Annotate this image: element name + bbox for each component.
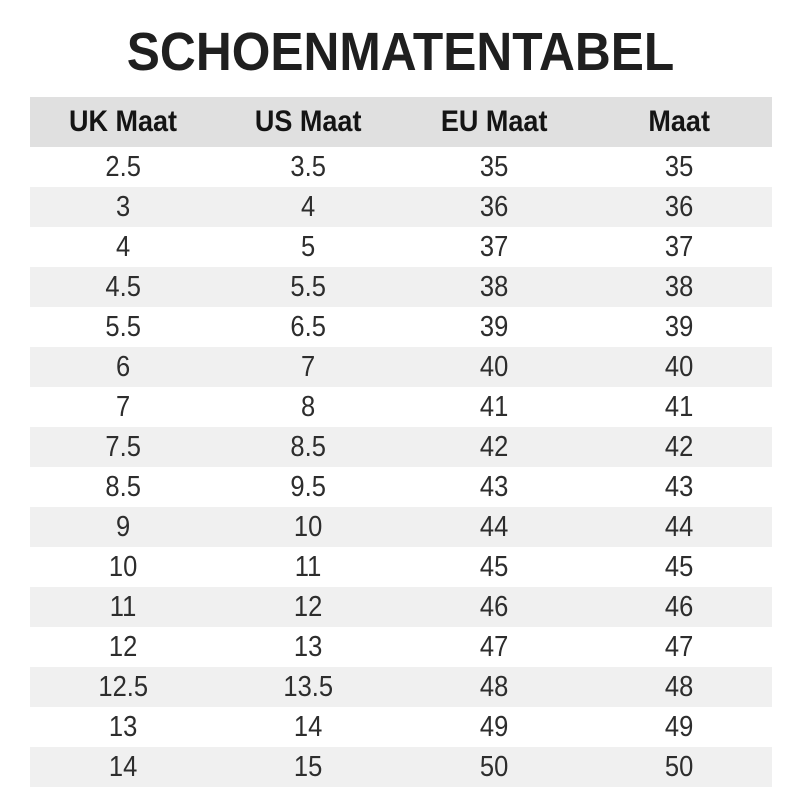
size-cell-value: 45 bbox=[479, 550, 508, 583]
size-cell bbox=[401, 667, 587, 707]
size-cell bbox=[401, 307, 587, 347]
table-row bbox=[30, 547, 772, 587]
size-cell-value: 10 bbox=[108, 550, 137, 583]
size-cell bbox=[401, 387, 587, 427]
table-row bbox=[30, 227, 772, 267]
table-row bbox=[30, 467, 772, 507]
size-cell-value: 11 bbox=[109, 590, 136, 623]
size-cell-value: 15 bbox=[294, 750, 323, 783]
size-cell-value: 47 bbox=[479, 630, 508, 663]
size-cell bbox=[30, 187, 216, 227]
header-row bbox=[30, 97, 772, 147]
size-cell-value: 46 bbox=[479, 590, 508, 623]
size-cell bbox=[587, 347, 773, 387]
size-cell-value: 7 bbox=[115, 390, 130, 423]
size-cell-value: 4.5 bbox=[104, 270, 141, 303]
column-header-uk bbox=[30, 97, 216, 147]
table-row bbox=[30, 267, 772, 307]
size-cell-value: 42 bbox=[665, 430, 694, 463]
size-cell-value: 2.5 bbox=[104, 150, 141, 183]
size-cell bbox=[587, 427, 773, 467]
size-conversion-table bbox=[30, 97, 772, 787]
size-cell-value: 38 bbox=[479, 270, 508, 303]
size-cell-value: 48 bbox=[665, 670, 694, 703]
size-cell bbox=[401, 707, 587, 747]
size-cell bbox=[216, 307, 402, 347]
size-cell-value: 38 bbox=[665, 270, 694, 303]
size-cell bbox=[587, 467, 773, 507]
size-cell bbox=[216, 227, 402, 267]
size-cell bbox=[401, 467, 587, 507]
page-title-text: SCHOENMATENTABEL bbox=[126, 22, 674, 82]
size-cell bbox=[216, 707, 402, 747]
table-row bbox=[30, 627, 772, 667]
size-cell bbox=[216, 427, 402, 467]
size-cell-value: 35 bbox=[665, 150, 694, 183]
size-cell-value: 39 bbox=[479, 310, 508, 343]
size-cell bbox=[401, 627, 587, 667]
size-cell-value: 5 bbox=[301, 230, 316, 263]
size-cell-value: 3.5 bbox=[290, 150, 326, 183]
size-cell-value: 41 bbox=[665, 390, 694, 423]
size-cell bbox=[587, 387, 773, 427]
size-cell bbox=[216, 147, 402, 187]
table-row bbox=[30, 747, 772, 787]
table-row bbox=[30, 507, 772, 547]
size-cell-value: 6.5 bbox=[290, 310, 326, 343]
page-title bbox=[0, 20, 800, 84]
size-cell-value: 8.5 bbox=[290, 430, 326, 463]
size-cell-value: 47 bbox=[665, 630, 694, 663]
size-cell-value: 8.5 bbox=[104, 470, 141, 503]
size-cell bbox=[216, 347, 402, 387]
column-header-maat bbox=[587, 97, 773, 147]
size-cell bbox=[587, 267, 773, 307]
size-cell bbox=[30, 267, 216, 307]
size-cell bbox=[401, 427, 587, 467]
size-cell-value: 4 bbox=[301, 190, 316, 223]
size-cell-value: 14 bbox=[294, 710, 323, 743]
size-cell bbox=[587, 227, 773, 267]
size-cell bbox=[216, 507, 402, 547]
size-cell-value: 36 bbox=[479, 190, 508, 223]
table-row bbox=[30, 427, 772, 467]
size-cell bbox=[216, 187, 402, 227]
size-cell-value: 46 bbox=[665, 590, 694, 623]
table-row bbox=[30, 347, 772, 387]
size-cell bbox=[587, 307, 773, 347]
size-cell-value: 41 bbox=[479, 390, 508, 423]
size-cell-value: 36 bbox=[665, 190, 694, 223]
table-row bbox=[30, 387, 772, 427]
table-row bbox=[30, 187, 772, 227]
size-cell bbox=[30, 507, 216, 547]
size-cell-value: 43 bbox=[479, 470, 508, 503]
size-cell-value: 42 bbox=[479, 430, 508, 463]
size-cell-value: 43 bbox=[665, 470, 694, 503]
size-cell-value: 3 bbox=[115, 190, 130, 223]
size-cell bbox=[30, 467, 216, 507]
size-cell-value: 4 bbox=[115, 230, 130, 263]
size-cell-value: 44 bbox=[665, 510, 694, 543]
size-cell bbox=[587, 667, 773, 707]
size-cell bbox=[30, 747, 216, 787]
size-cell bbox=[30, 427, 216, 467]
size-cell-value: 7 bbox=[301, 350, 316, 383]
size-cell-value: 48 bbox=[479, 670, 508, 703]
size-cell bbox=[30, 227, 216, 267]
size-cell bbox=[30, 307, 216, 347]
size-cell-value: 50 bbox=[665, 750, 694, 783]
column-header-maat-label: Maat bbox=[648, 105, 711, 138]
size-cell-value: 13 bbox=[108, 710, 137, 743]
size-cell-value: 12 bbox=[294, 590, 323, 623]
size-cell-value: 40 bbox=[479, 350, 508, 383]
table-header bbox=[30, 97, 772, 147]
size-cell-value: 9 bbox=[115, 510, 130, 543]
column-header-eu bbox=[401, 97, 587, 147]
size-cell-value: 11 bbox=[294, 550, 322, 583]
size-cell bbox=[587, 187, 773, 227]
size-cell-value: 10 bbox=[294, 510, 323, 543]
size-cell bbox=[216, 387, 402, 427]
size-cell-value: 13.5 bbox=[283, 670, 334, 703]
size-cell bbox=[30, 387, 216, 427]
size-cell bbox=[30, 147, 216, 187]
size-cell bbox=[216, 467, 402, 507]
size-cell-value: 50 bbox=[479, 750, 508, 783]
size-cell-value: 13 bbox=[294, 630, 323, 663]
size-cell-value: 5.5 bbox=[104, 310, 141, 343]
size-cell bbox=[30, 547, 216, 587]
size-cell-value: 12.5 bbox=[97, 670, 148, 703]
size-cell bbox=[216, 627, 402, 667]
table-row bbox=[30, 587, 772, 627]
table-row bbox=[30, 307, 772, 347]
size-cell bbox=[401, 747, 587, 787]
size-cell bbox=[587, 507, 773, 547]
size-cell bbox=[587, 587, 773, 627]
table-row bbox=[30, 707, 772, 747]
size-cell-value: 35 bbox=[479, 150, 508, 183]
table-row bbox=[30, 147, 772, 187]
size-cell bbox=[401, 147, 587, 187]
size-cell bbox=[587, 547, 773, 587]
size-cell bbox=[216, 267, 402, 307]
column-header-us bbox=[216, 97, 402, 147]
size-cell bbox=[30, 587, 216, 627]
size-cell bbox=[30, 667, 216, 707]
size-cell bbox=[587, 627, 773, 667]
column-header-eu-label: EU Maat bbox=[440, 105, 548, 138]
size-cell bbox=[401, 547, 587, 587]
size-cell bbox=[401, 507, 587, 547]
size-cell-value: 37 bbox=[665, 230, 694, 263]
size-cell bbox=[401, 227, 587, 267]
table-row bbox=[30, 667, 772, 707]
size-cell-value: 6 bbox=[115, 350, 130, 383]
size-cell-value: 12 bbox=[108, 630, 137, 663]
size-cell-value: 49 bbox=[479, 710, 508, 743]
size-cell bbox=[587, 747, 773, 787]
size-cell-value: 7.5 bbox=[104, 430, 141, 463]
size-cell-value: 44 bbox=[479, 510, 508, 543]
size-cell bbox=[216, 587, 402, 627]
size-cell bbox=[216, 667, 402, 707]
size-cell bbox=[30, 707, 216, 747]
size-cell bbox=[587, 707, 773, 747]
size-cell bbox=[401, 587, 587, 627]
size-cell-value: 14 bbox=[108, 750, 137, 783]
size-table-body bbox=[30, 147, 772, 787]
size-cell-value: 8 bbox=[301, 390, 316, 423]
size-cell-value: 9.5 bbox=[290, 470, 326, 503]
size-cell bbox=[30, 347, 216, 387]
size-cell bbox=[587, 147, 773, 187]
size-cell bbox=[401, 347, 587, 387]
size-cell-value: 49 bbox=[665, 710, 694, 743]
column-header-us-label: US Maat bbox=[254, 105, 362, 138]
size-cell-value: 39 bbox=[665, 310, 694, 343]
column-header-uk-label: UK Maat bbox=[68, 105, 177, 138]
size-cell-value: 40 bbox=[665, 350, 694, 383]
size-cell bbox=[216, 747, 402, 787]
size-cell-value: 45 bbox=[665, 550, 694, 583]
size-cell-value: 37 bbox=[479, 230, 508, 263]
size-cell-value: 5.5 bbox=[290, 270, 326, 303]
size-cell bbox=[401, 187, 587, 227]
size-cell bbox=[216, 547, 402, 587]
size-cell bbox=[401, 267, 587, 307]
size-cell bbox=[30, 627, 216, 667]
